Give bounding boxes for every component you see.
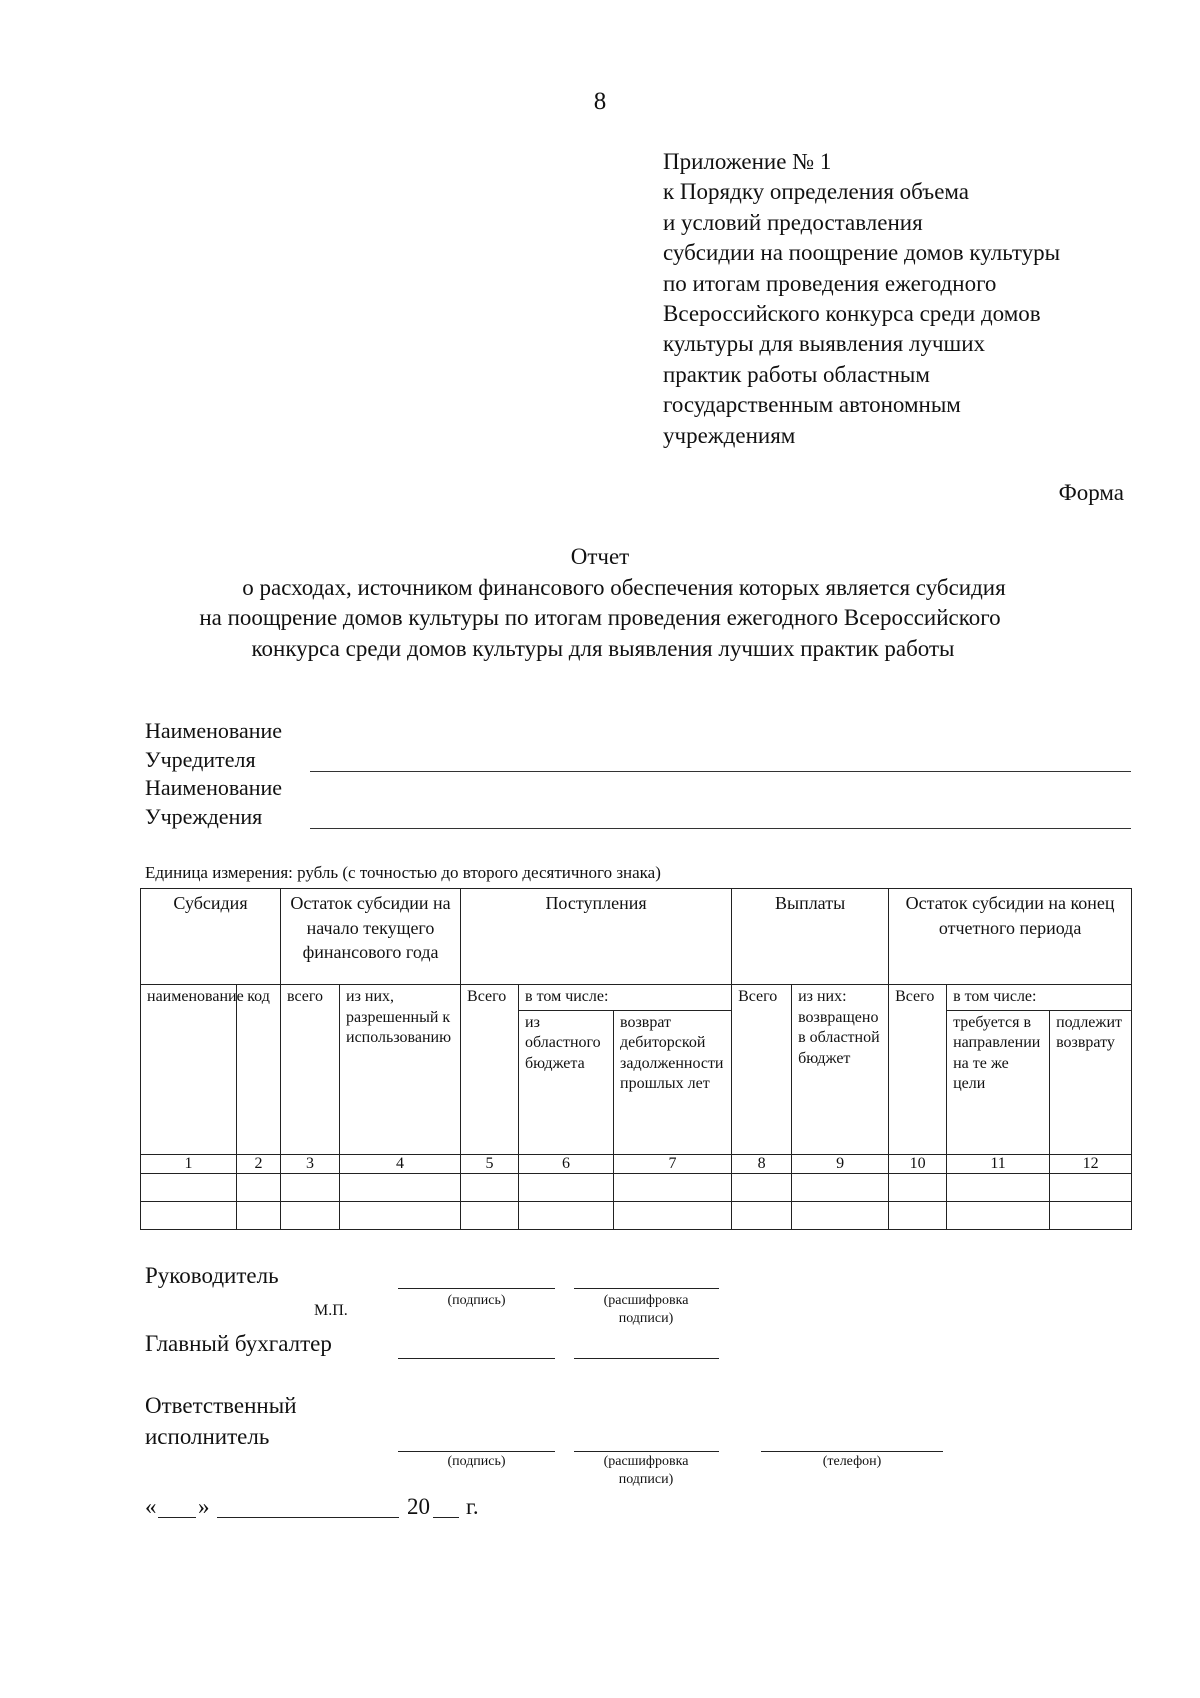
- group-balance-end: Остаток субсидии на конец отчетного периода: [889, 889, 1132, 985]
- institution-name-field[interactable]: [310, 828, 1131, 829]
- date-day-field[interactable]: [158, 1517, 196, 1518]
- column-number: 5: [461, 1154, 519, 1173]
- appendix-block: [663, 147, 1183, 451]
- title-line: Отчет: [570, 544, 630, 569]
- appendix-line: практик работы областным: [663, 361, 930, 387]
- institution-label-2: Учреждения: [145, 803, 263, 829]
- table-cell[interactable]: [947, 1201, 1050, 1229]
- table-cell[interactable]: [141, 1201, 237, 1229]
- table-cell[interactable]: [281, 1173, 340, 1201]
- table-cell[interactable]: [461, 1173, 519, 1201]
- group-receipts: Поступления: [461, 889, 732, 985]
- date-year-field[interactable]: [433, 1517, 459, 1518]
- header-r-incl: в том числе:: [519, 985, 732, 1011]
- table-cell[interactable]: [889, 1201, 947, 1229]
- table-cell[interactable]: [732, 1173, 792, 1201]
- header-be-incl: в том числе:: [947, 985, 1132, 1011]
- column-number: 12: [1050, 1154, 1132, 1173]
- phone-caption: (телефон): [822, 1454, 882, 1469]
- table-cell[interactable]: [1050, 1173, 1132, 1201]
- signature-caption: (подпись): [447, 1454, 506, 1469]
- accountant-label: Главный бухгалтер: [145, 1331, 332, 1356]
- table-cell[interactable]: [1050, 1201, 1132, 1229]
- group-payments: Выплаты: [732, 889, 889, 985]
- form-label: Форма: [1058, 480, 1124, 505]
- table-cell[interactable]: [792, 1173, 889, 1201]
- head-decoding-line[interactable]: [574, 1288, 719, 1289]
- responsible-phone-line[interactable]: [761, 1451, 943, 1452]
- report-table: [140, 888, 1132, 1230]
- accountant-decoding-line[interactable]: [574, 1358, 719, 1359]
- table-cell[interactable]: [340, 1173, 461, 1201]
- table-cell[interactable]: [614, 1201, 732, 1229]
- table-cell[interactable]: [237, 1201, 281, 1229]
- header-be-total: Всего: [889, 985, 947, 1155]
- decoding-caption: (расшифровка подписи): [603, 1293, 689, 1326]
- appendix-line: субсидии на поощрение домов культуры: [663, 240, 1061, 266]
- appendix-line: культуры для выявления лучших: [663, 331, 986, 357]
- header-bs-allowed: из них, разрешенный к использованию: [340, 985, 461, 1155]
- header-code: код: [237, 985, 281, 1155]
- column-number: 11: [947, 1154, 1050, 1173]
- date-year-prefix: 20: [407, 1494, 430, 1519]
- head-signature-line[interactable]: [398, 1288, 555, 1289]
- title-line: конкурса среди домов культуры для выявления лучших практик работы: [251, 635, 955, 661]
- header-r-refund: возврат дебиторской задолженности прошлых лет: [614, 1010, 732, 1154]
- date-year-suffix: г.: [466, 1494, 479, 1519]
- table-row: [141, 1201, 1132, 1229]
- column-number: 9: [792, 1154, 889, 1173]
- table-cell[interactable]: [141, 1173, 237, 1201]
- table-cell[interactable]: [281, 1201, 340, 1229]
- header-p-total: Всего: [732, 985, 792, 1155]
- header-p-ofthem: [792, 985, 889, 1155]
- title-line: о расходах, источником финансового обеспечения которых является субсидия: [242, 574, 1006, 600]
- date-quote-close: »: [198, 1494, 210, 1519]
- table-cell[interactable]: [519, 1173, 614, 1201]
- head-label: Руководитель: [145, 1263, 279, 1288]
- appendix-line: государственным автономным: [663, 392, 961, 418]
- seal-label: М.П.: [314, 1302, 348, 1319]
- header-r-total: Всего: [461, 985, 519, 1155]
- responsible-label-1: Ответственный: [145, 1393, 297, 1418]
- header-r-regional: из областного бюджета: [519, 1010, 614, 1154]
- group-balance-start: Остаток субсидии на начало текущего финансового года: [281, 889, 461, 985]
- table-cell[interactable]: [340, 1201, 461, 1229]
- column-number: 10: [889, 1154, 947, 1173]
- founder-label-2: Учредителя: [145, 746, 256, 772]
- table-cell[interactable]: [519, 1201, 614, 1229]
- page-number: 8: [593, 88, 607, 115]
- table-cell[interactable]: [792, 1201, 889, 1229]
- column-number-row: [141, 1154, 1132, 1173]
- appendix-line: к Порядку определения объема: [663, 179, 970, 205]
- table-cell[interactable]: [237, 1173, 281, 1201]
- units-note: Единица измерения: рубль (с точностью до второго десятичного знака): [145, 863, 661, 882]
- date-month-field[interactable]: [217, 1517, 399, 1518]
- column-number: 7: [614, 1154, 732, 1173]
- table-cell[interactable]: [461, 1201, 519, 1229]
- header-p-returned: возвращено в областной бюджет: [798, 1008, 880, 1067]
- name-labels: [145, 717, 282, 831]
- header-be-return: подлежит возврату: [1050, 1010, 1132, 1154]
- decoding-caption: (расшифровка подписи): [603, 1454, 689, 1487]
- founder-name-field[interactable]: [310, 771, 1131, 772]
- responsible-decoding-line[interactable]: [574, 1451, 719, 1452]
- group-subsidy: Субсидия: [141, 889, 281, 985]
- responsible-signature-line[interactable]: [398, 1451, 555, 1452]
- table-cell[interactable]: [947, 1173, 1050, 1201]
- appendix-line: по итогам проведения ежегодного: [663, 270, 997, 296]
- column-number: 2: [237, 1154, 281, 1173]
- column-number: 8: [732, 1154, 792, 1173]
- header-bs-total: всего: [281, 985, 340, 1155]
- appendix-line: Всероссийского конкурса среди домов: [663, 301, 1041, 327]
- date-quote-open: «: [145, 1494, 157, 1519]
- column-number: 3: [281, 1154, 340, 1173]
- header-be-required: требуется в направлении на те же цели: [947, 1010, 1050, 1154]
- column-number: 1: [141, 1154, 237, 1173]
- table-row: [141, 1173, 1132, 1201]
- appendix-line: Приложение № 1: [663, 149, 832, 174]
- founder-label-1: Наименование: [145, 718, 283, 743]
- appendix-line: учреждениям: [663, 422, 796, 448]
- column-number: 6: [519, 1154, 614, 1173]
- table-cell[interactable]: [732, 1201, 792, 1229]
- table-cell[interactable]: [614, 1173, 732, 1201]
- responsible-label-2: исполнитель: [145, 1424, 270, 1449]
- signature-caption: (подпись): [447, 1293, 506, 1308]
- report-title: [0, 542, 1200, 664]
- table-cell[interactable]: [889, 1173, 947, 1201]
- title-line: на поощрение домов культуры по итогам проведения ежегодного Всероссийского: [199, 605, 1001, 630]
- accountant-signature-line[interactable]: [398, 1358, 555, 1359]
- institution-label-1: Наименование: [145, 775, 283, 800]
- appendix-line: и условий предоставления: [663, 209, 923, 235]
- header-name: наименование: [141, 985, 237, 1155]
- header-p-ofthem-label: из них:: [798, 988, 847, 1005]
- column-number: 4: [340, 1154, 461, 1173]
